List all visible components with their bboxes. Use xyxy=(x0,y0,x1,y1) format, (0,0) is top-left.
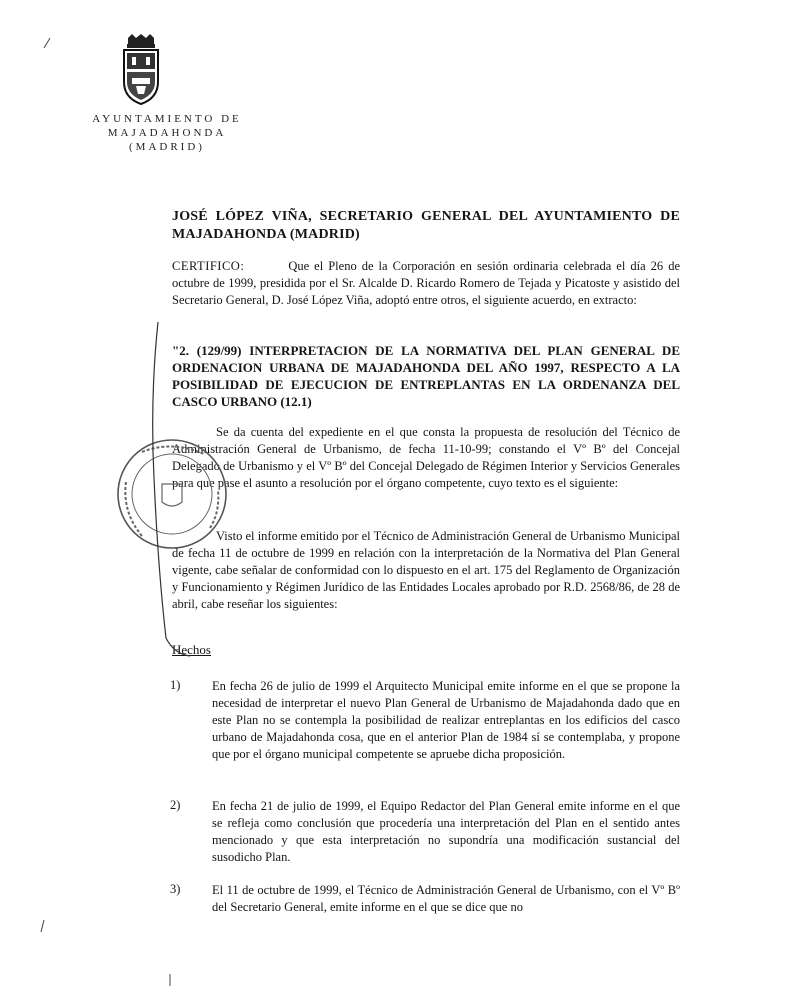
paragraph-expediente: Se da cuenta del expediente en el que consta la propuesta de resolución del Técnico de Administración General de Urbanismo, de fecha 11-10-99; constando el Vº Bº del Concejal Delegado de Urbanismo y el Vº Bº del Concejal Delegado de Régimen Interior y Servicios Generales para que pase el asunto a resolución por el órgano competente, cuyo texto es el siguiente: xyxy=(172,425,680,490)
agreement-heading: "2. (129/99) INTERPRETACION DE LA NORMATIVA DEL PLAN GENERAL DE ORDENACION URBANA DE MAJADAHONDA DEL AÑO 1997, RESPECTO A LA POSIBILIDAD DE EJECUCION DE ENTREPLANTAS EN LA ORDENANZA DEL CASCO URBANO (12.1) xyxy=(172,343,680,409)
scan-speck xyxy=(166,972,174,988)
hecho-number: 1) xyxy=(170,678,181,692)
scan-speck xyxy=(42,36,52,50)
certifico-paragraph xyxy=(172,258,680,309)
certifico-label: CERTIFICO: xyxy=(172,259,245,273)
hecho-number: 3) xyxy=(170,882,181,896)
hecho-text: En fecha 26 de julio de 1999 el Arquitecto Municipal emite informe en el que se propone la necesidad de interpretar el nuevo Plan General de Urbanismo de Majadahonda dado que en este Plan no se contempla la posibilidad de realizar entreplantas en los edificios del casco urbano de Majadahonda cosa, que en el anterior Plan de 1984 sí se contemplaba, y propone que por el órgano municipal competente se apruebe dicha proposición. xyxy=(212,679,680,761)
org-name-line2: MAJADAHONDA xyxy=(107,127,227,139)
certifico-text: Que el Pleno de la Corporación en sesión ordinaria celebrada el día 26 de octubre de 1999, presidida por el Sr. Alcalde D. Ricardo Romero de Tejada y Picatoste y asistido del Secretario General, D. José López Viña, adoptó entre otros, el siguiente acuerdo, en extracto: xyxy=(172,259,680,307)
coat-of-arms-icon xyxy=(118,34,164,106)
hecho-text: El 11 de octubre de 1999, el Técnico de Administración General de Urbanismo, con el Vº Bº del Secretario General, emite informe en el que se dice que no xyxy=(212,883,680,914)
hechos-heading: Hechos xyxy=(172,642,211,657)
paragraph-visto: Visto el informe emitido por el Técnico de Administración General de Urbanismo Municipal de fecha 11 de octubre de 1999 en relación con la interpretación de la Normativa del Plan General vigente, cabe señalar de conformidad con lo dispuesto en el art. 175 del Reglamento de Organización y Funcionamiento y Régimen Jurídico de las Entidades Locales aprobado por R.D. 2568/86, de 28 de abril, cabe reseñar los siguientes: xyxy=(172,529,680,611)
org-name-line3: (MADRID) xyxy=(129,141,205,153)
margin-signature-stroke xyxy=(146,318,206,658)
document-title: JOSÉ LÓPEZ VIÑA, SECRETARIO GENERAL DEL AYUNTAMIENTO DE MAJADAHONDA (MADRID) xyxy=(172,209,680,242)
hecho-text: En fecha 21 de julio de 1999, el Equipo Redactor del Plan General emite informe en el que se refleja como conclusión que procedería una interpretación del Plan en el sentido antes mencionado y que esta interpretación no supondría una modificación sustancial del susodicho Plan. xyxy=(212,799,680,864)
org-name-line1: AYUNTAMIENTO DE xyxy=(92,113,242,125)
scan-speck xyxy=(38,918,48,934)
hecho-number: 2) xyxy=(170,798,181,812)
